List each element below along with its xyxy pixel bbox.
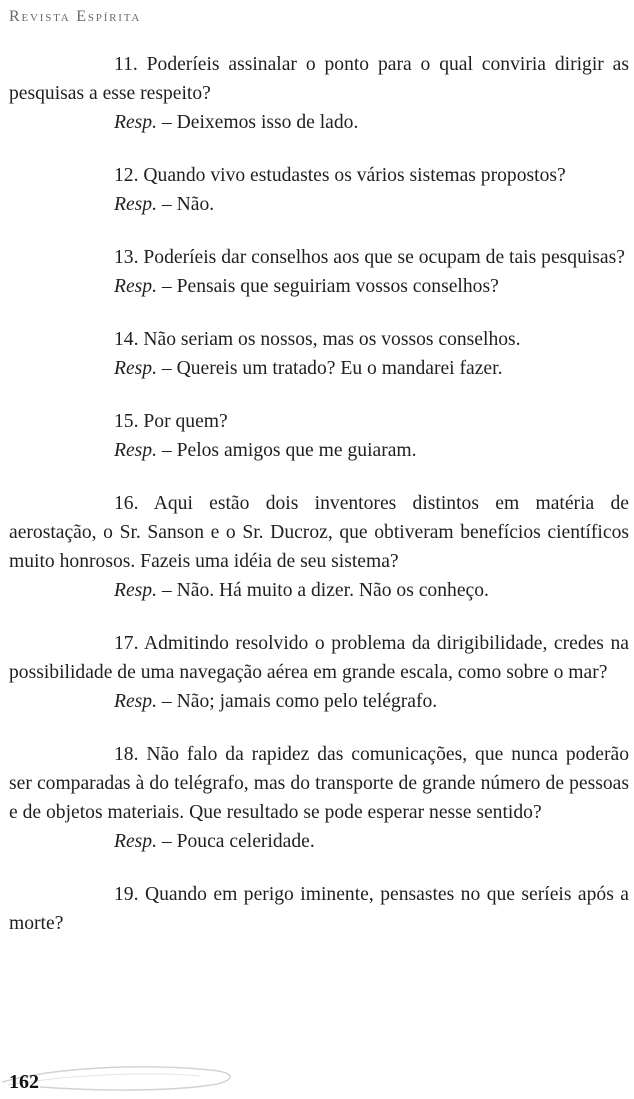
answer-line (9, 827, 629, 856)
answer-text: – Não; jamais como pelo telégrafo. (157, 691, 438, 712)
answer-line (9, 108, 629, 137)
resp-label: Resp. (114, 358, 157, 379)
qa-item (9, 161, 629, 219)
resp-label: Resp. (114, 112, 157, 133)
question-text: 13. Poderíeis dar conselhos aos que se ocupam de tais pesquisas? (114, 247, 625, 268)
answer-text: – Quereis um tratado? Eu o mandarei fazer. (157, 358, 503, 379)
resp-label: Resp. (114, 440, 157, 461)
answer-text: – Pelos amigos que me guiaram. (157, 440, 417, 461)
answer-line (9, 272, 629, 301)
answer-text: – Pouca celeridade. (157, 831, 315, 852)
answer-text: – Não. (157, 194, 215, 215)
question-text: 14. Não seriam os nossos, mas os vossos conselhos. (114, 329, 521, 350)
resp-label: Resp. (114, 194, 157, 215)
question-text: 16. Aqui estão dois inventores distintos em matéria de aerostação, o Sr. Sanson e o Sr. Ducroz, que obtiveram benefícios científicos muito honrosos. Fazeis uma idéia de seu sistema? (9, 493, 629, 572)
qa-item (9, 407, 629, 465)
answer-line (9, 687, 629, 716)
question-text: 19. Quando em perigo iminente, pensastes no que seríeis após a morte? (9, 884, 629, 934)
resp-label: Resp. (114, 276, 157, 297)
qa-item (9, 629, 629, 716)
running-head: Revista Espírita (9, 8, 142, 25)
resp-label: Resp. (114, 691, 157, 712)
page-body (9, 50, 629, 962)
question-text: 18. Não falo da rapidez das comunicações, que nunca poderão ser comparadas à do telégrafo, mas do transporte de grande número de pessoas e de objetos materiais. Que resultado se pode esperar nesse sentido? (9, 744, 629, 823)
question-text: 11. Poderíeis assinalar o ponto para o qual conviria dirigir as pesquisas a esse respeito? (9, 54, 629, 104)
qa-item (9, 489, 629, 605)
qa-item (9, 243, 629, 301)
qa-item (9, 880, 629, 938)
answer-line (9, 436, 629, 465)
question-text: 17. Admitindo resolvido o problema da dirigibilidade, credes na possibilidade de uma navegação aérea em grande escala, como sobre o mar? (9, 633, 629, 683)
qa-item (9, 740, 629, 856)
resp-label: Resp. (114, 831, 157, 852)
page-number: 162 (9, 1071, 39, 1093)
resp-label: Resp. (114, 580, 157, 601)
page-ornament-swoosh (0, 1060, 260, 1094)
answer-text: – Pensais que seguiriam vossos conselhos? (157, 276, 499, 297)
answer-line (9, 190, 629, 219)
qa-item (9, 50, 629, 137)
qa-item (9, 325, 629, 383)
question-text: 15. Por quem? (114, 411, 228, 432)
answer-line (9, 576, 629, 605)
answer-text: – Não. Há muito a dizer. Não os conheço. (157, 580, 489, 601)
answer-line (9, 354, 629, 383)
question-text: 12. Quando vivo estudastes os vários sistemas propostos? (114, 165, 566, 186)
answer-text: – Deixemos isso de lado. (157, 112, 359, 133)
